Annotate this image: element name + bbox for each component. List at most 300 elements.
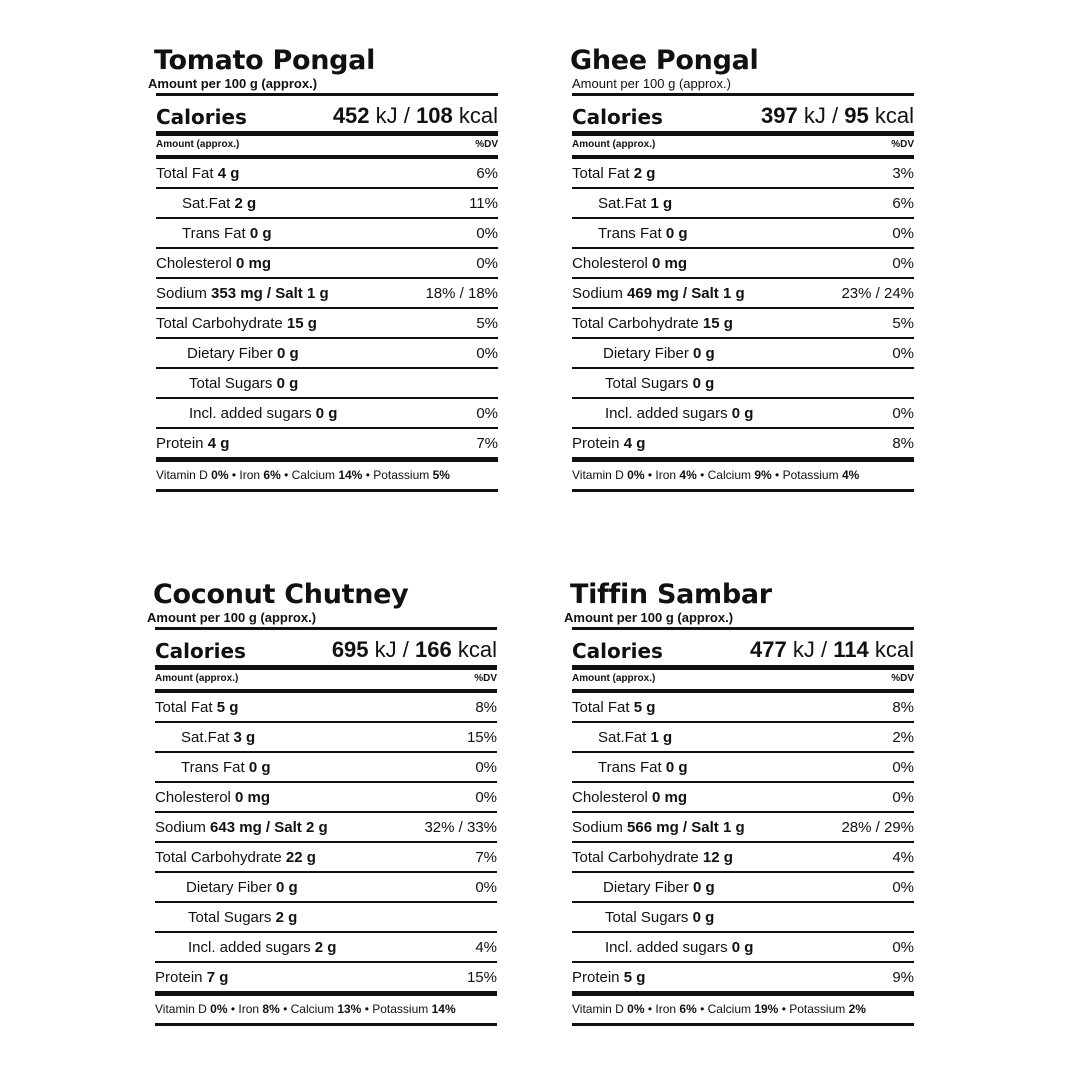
nutrient-amount: 15 g: [286, 314, 317, 332]
nutrient-row-total-carb: [572, 843, 914, 873]
nutrient-label: [572, 969, 645, 986]
nutrient-row-sat-fat: [155, 723, 497, 753]
nutrient-dv: 0%: [892, 878, 914, 896]
nutrient-row-protein: [156, 429, 498, 462]
nutrient-label: [155, 969, 228, 986]
nutrient-name: Protein: [572, 968, 620, 986]
nutrient-label: [155, 819, 328, 836]
nutrient-amount: 0 g: [731, 938, 754, 956]
kcal-unit: kcal: [457, 637, 497, 662]
nutrient-amount: 2 g: [275, 908, 298, 926]
nutrient-label: [155, 789, 270, 806]
nutrient-dv: 0%: [892, 758, 914, 776]
salt-label: Salt: [275, 284, 303, 302]
nutrient-row-cholesterol: [155, 783, 497, 813]
nutrient-name: Total Carbohydrate: [155, 848, 282, 866]
nutrient-label: [572, 789, 687, 806]
nutrient-name: Total Carbohydrate: [572, 314, 699, 332]
salt-amount: 2 g: [305, 818, 328, 836]
nutrient-row-protein: [155, 963, 497, 996]
nutrient-amount: 1 g: [650, 728, 673, 746]
potassium-value: 5%: [432, 468, 450, 482]
nutrient-row-fiber: [572, 873, 914, 903]
nutrition-panel-coconut-chutney: [147, 579, 497, 1026]
nutrient-amount: 0 mg: [652, 788, 688, 806]
nutrient-amount: 4 g: [207, 434, 230, 452]
vitamin-d-label: Vitamin D: [572, 1002, 624, 1016]
nutrient-dv: 8%: [475, 698, 497, 716]
serving-size: Amount per 100 g (approx.): [572, 76, 731, 91]
nutrient-amount: 0 g: [276, 878, 298, 896]
nutrient-name: Dietary Fiber: [603, 878, 689, 896]
potassium-label: Potassium: [789, 1002, 846, 1016]
dv-header: %DV: [475, 139, 498, 150]
nutrient-label: [572, 405, 753, 422]
nutrient-row-total-fat: [572, 159, 914, 189]
nutrient-name: Sat.Fat: [182, 194, 231, 212]
calories-value: [332, 637, 497, 663]
kcal-unit: kcal: [874, 637, 914, 662]
nutrient-dv: 0%: [892, 224, 914, 242]
calories-value: [750, 637, 914, 663]
nutrient-dv: 5%: [476, 314, 498, 332]
nutrient-label: [155, 759, 271, 776]
nutrient-label: [156, 345, 299, 362]
nutrient-name: Incl. added sugars: [188, 938, 311, 956]
potassium-value: 2%: [848, 1002, 866, 1016]
nutrient-name: Dietary Fiber: [187, 344, 273, 362]
amount-header-row: [572, 136, 914, 155]
vitamin-d-value: 0%: [211, 468, 229, 482]
nutrient-name: Incl. added sugars: [189, 404, 312, 422]
nutrient-name: Sat.Fat: [598, 194, 647, 212]
slash: /: [403, 103, 410, 128]
calories-row: [155, 630, 497, 663]
nutrient-dv: 23% / 24%: [841, 284, 914, 302]
nutrient-row-added-sugars: [155, 933, 497, 963]
nutrient-row-total-carb: [572, 309, 914, 339]
kcal-value: 95: [844, 103, 869, 128]
nutrient-label: [572, 225, 688, 242]
calories-label: Calories: [572, 639, 663, 663]
kcal-unit: kcal: [874, 103, 914, 128]
bullet: •: [775, 468, 780, 482]
nutrient-amount: 2 g: [314, 938, 337, 956]
potassium-value: 4%: [841, 468, 860, 482]
calcium-value: 14%: [338, 468, 363, 482]
nutrient-amount: 5 g: [216, 698, 239, 716]
nutrient-label: [155, 879, 298, 896]
calcium-label: Calcium: [707, 1002, 751, 1016]
nutrient-label: [572, 759, 688, 776]
serving-size: Amount per 100 g (approx.): [147, 610, 317, 625]
nutrition-panel-tiffin-sambar: [564, 579, 914, 1026]
nutrient-row-sodium: [572, 279, 914, 309]
potassium-label: Potassium: [372, 1002, 429, 1016]
slash: /: [682, 284, 688, 302]
nutrient-name: Cholesterol: [572, 788, 648, 806]
nutrient-row-total-fat: [155, 693, 497, 723]
calcium-label: Calcium: [707, 468, 751, 482]
nutrient-name: Trans Fat: [598, 758, 662, 776]
panel-title: Tomato Pongal: [154, 45, 376, 76]
bullet: •: [230, 1002, 236, 1016]
nutrient-name: Incl. added sugars: [605, 404, 728, 422]
kcal-value: 108: [416, 103, 453, 128]
nutrient-label: [155, 729, 255, 746]
kj-value: 695: [331, 637, 369, 662]
nutrient-row-sugars: [572, 369, 914, 399]
nutrient-amount: 0 g: [731, 404, 754, 422]
nutrient-row-trans-fat: [572, 219, 914, 249]
nutrient-name: Protein: [155, 968, 203, 986]
nutrient-row-sugars: [156, 369, 498, 399]
nutrient-label: [572, 375, 714, 392]
nutrient-name: Trans Fat: [598, 224, 662, 242]
kj-unit: kJ: [803, 103, 826, 128]
vitamin-d-label: Vitamin D: [156, 468, 208, 482]
nutrient-amount: 0 g: [248, 758, 271, 776]
nutrient-name: Sodium: [572, 818, 623, 836]
nutrient-name: Sodium: [572, 284, 623, 302]
calcium-value: 19%: [754, 1002, 779, 1016]
potassium-label: Potassium: [373, 468, 430, 482]
nutrient-row-trans-fat: [156, 219, 498, 249]
salt-amount: 1 g: [722, 818, 745, 836]
bullet: •: [284, 468, 289, 482]
nutrient-amount: 3 g: [233, 728, 256, 746]
nutrient-row-sat-fat: [572, 723, 914, 753]
nutrient-row-total-fat: [156, 159, 498, 189]
vitamin-d-value: 0%: [627, 468, 645, 482]
nutrient-amount: 1 g: [650, 194, 673, 212]
nutrient-name: Total Sugars: [605, 374, 689, 392]
nutrient-dv: 0%: [892, 404, 914, 422]
nutrient-row-protein: [572, 429, 914, 462]
nutrient-label: [155, 939, 336, 956]
iron-value: 6%: [679, 1002, 697, 1016]
nutrient-label: [572, 699, 655, 716]
nutrient-amount: 5 g: [623, 968, 646, 986]
panel-title: Ghee Pongal: [570, 45, 759, 76]
nutrient-dv: 5%: [892, 314, 914, 332]
iron-label: Iron: [238, 1002, 260, 1016]
nutrient-amount: 0 g: [665, 224, 688, 242]
calcium-value: 13%: [337, 1002, 362, 1016]
iron-value: 8%: [262, 1002, 280, 1016]
iron-value: 4%: [679, 468, 697, 482]
calories-row: [572, 96, 914, 129]
bullet: •: [700, 468, 705, 482]
salt-label: Salt: [691, 818, 719, 836]
nutrient-name: Total Carbohydrate: [572, 848, 699, 866]
nutrient-amount: 0 g: [692, 908, 715, 926]
nutrient-name: Sat.Fat: [181, 728, 230, 746]
bullet: •: [647, 468, 653, 482]
nutrient-name: Total Carbohydrate: [156, 314, 283, 332]
nutrient-amount: 2 g: [633, 164, 656, 182]
nutrient-dv: 0%: [892, 788, 914, 806]
nutrient-name: Total Fat: [155, 698, 213, 716]
nutrient-dv: 3%: [892, 164, 914, 182]
nutrient-dv: 0%: [475, 788, 497, 806]
nutrient-label: [572, 315, 733, 332]
nutrient-row-protein: [572, 963, 914, 996]
nutrient-label: [572, 729, 672, 746]
nutrient-name: Incl. added sugars: [605, 938, 728, 956]
bullet: •: [700, 1002, 705, 1016]
nutrient-row-fiber: [156, 339, 498, 369]
calories-label: Calories: [156, 105, 247, 129]
nutrient-row-total-carb: [156, 309, 498, 339]
calcium-label: Calcium: [290, 1002, 334, 1016]
nutrient-label: [572, 255, 687, 272]
nutrient-row-cholesterol: [156, 249, 498, 279]
nutrient-dv: 4%: [892, 848, 914, 866]
slash: /: [265, 818, 271, 836]
nutrient-amount: 0 g: [665, 758, 688, 776]
nutrient-amount: 0 g: [693, 878, 715, 896]
nutrient-row-cholesterol: [572, 249, 914, 279]
nutrient-name: Dietary Fiber: [186, 878, 272, 896]
kj-unit: kJ: [375, 103, 398, 128]
nutrient-row-sodium: [155, 813, 497, 843]
nutrient-dv: 18% / 18%: [425, 284, 498, 302]
nutrient-label: [572, 195, 672, 212]
nutrient-amount: 15 g: [702, 314, 733, 332]
nutrient-label: [572, 345, 715, 362]
nutrition-panel-tomato-pongal: [148, 45, 498, 492]
nutrient-label: [156, 255, 271, 272]
nutrient-row-sodium: [572, 813, 914, 843]
nutrient-row-total-carb: [155, 843, 497, 873]
salt-label: Salt: [691, 284, 719, 302]
iron-label: Iron: [239, 468, 261, 482]
nutrient-name: Trans Fat: [181, 758, 245, 776]
nutrient-row-sugars: [572, 903, 914, 933]
bullet: •: [647, 1002, 653, 1016]
nutrient-label: [572, 165, 655, 182]
nutrient-dv: 0%: [476, 224, 498, 242]
nutrient-label: [572, 819, 745, 836]
nutrient-label: [156, 225, 272, 242]
nutrient-row-sat-fat: [572, 189, 914, 219]
nutrient-dv: 0%: [892, 938, 914, 956]
nutrient-name: Dietary Fiber: [603, 344, 689, 362]
nutrient-name: Protein: [572, 434, 620, 452]
nutrient-label: [155, 699, 238, 716]
nutrient-amount: 0 mg: [236, 254, 272, 272]
nutrient-row-sat-fat: [156, 189, 498, 219]
nutrient-amount: 0 g: [249, 224, 272, 242]
calcium-value: 9%: [754, 468, 772, 482]
nutrient-amount: 12 g: [702, 848, 733, 866]
nutrient-dv: 2%: [892, 728, 914, 746]
vitamin-d-value: 0%: [210, 1002, 228, 1016]
nutrient-amount: 4 g: [623, 434, 646, 452]
nutrient-dv: 0%: [476, 404, 498, 422]
nutrient-label: [156, 285, 329, 302]
nutrient-dv: 6%: [476, 164, 498, 182]
serving-size: Amount per 100 g (approx.): [564, 610, 734, 625]
calories-label: Calories: [155, 639, 246, 663]
iron-label: Iron: [655, 1002, 677, 1016]
nutrient-label: [572, 939, 753, 956]
nutrient-row-cholesterol: [572, 783, 914, 813]
kj-value: 452: [332, 103, 370, 128]
slash: /: [832, 103, 839, 128]
kj-unit: kJ: [374, 637, 397, 662]
nutrient-amount: 2 g: [234, 194, 257, 212]
nutrient-dv: 7%: [475, 848, 497, 866]
kj-value: 397: [761, 103, 798, 128]
nutrient-amount: 0 mg: [652, 254, 688, 272]
potassium-label: Potassium: [782, 468, 839, 482]
nutrient-dv: 4%: [475, 938, 497, 956]
nutrient-name: Cholesterol: [155, 788, 231, 806]
dv-header: %DV: [891, 673, 914, 684]
panel-title: Coconut Chutney: [153, 579, 409, 610]
salt-amount: 1 g: [306, 284, 329, 302]
calories-label: Calories: [572, 105, 663, 129]
vitamins-row: [572, 996, 914, 1026]
slash: /: [821, 637, 828, 662]
nutrient-row-added-sugars: [156, 399, 498, 429]
iron-label: Iron: [655, 468, 677, 482]
nutrient-amount: 7 g: [206, 968, 229, 986]
nutrient-dv: 11%: [469, 194, 498, 212]
calories-row: [156, 96, 498, 129]
nutrient-name: Cholesterol: [156, 254, 232, 272]
calories-value: [761, 103, 914, 129]
nutrient-row-sugars: [155, 903, 497, 933]
nutrient-dv: 15%: [466, 968, 497, 986]
nutrient-dv: 7%: [476, 434, 498, 452]
nutrient-name: Total Fat: [572, 164, 630, 182]
nutrient-dv: 15%: [466, 728, 497, 746]
nutrient-amount: 5 g: [633, 698, 656, 716]
nutrient-label: [156, 435, 229, 452]
iron-value: 6%: [263, 468, 281, 482]
slash: /: [266, 284, 272, 302]
salt-amount: 1 g: [722, 284, 745, 302]
nutrient-name: Trans Fat: [182, 224, 246, 242]
nutrient-amount: 0 g: [693, 344, 715, 362]
kcal-value: 166: [415, 637, 452, 662]
amount-header: Amount (approx.): [572, 673, 656, 684]
vitamins-row: [155, 996, 497, 1026]
nutrient-dv: 32% / 33%: [424, 818, 497, 836]
nutrient-name: Total Fat: [572, 698, 630, 716]
nutrient-amount: 0 g: [277, 344, 299, 362]
nutrient-name: Total Fat: [156, 164, 214, 182]
nutrient-amount: 469 mg: [627, 284, 679, 302]
nutrient-name: Sodium: [155, 818, 206, 836]
nutrient-label: [155, 909, 297, 926]
nutrient-amount: 566 mg: [627, 818, 679, 836]
kj-unit: kJ: [792, 637, 815, 662]
nutrient-label: [156, 165, 239, 182]
nutrient-name: Total Sugars: [188, 908, 272, 926]
amount-header-row: [155, 670, 497, 689]
nutrient-label: [572, 849, 733, 866]
amount-header: Amount (approx.): [156, 139, 240, 150]
nutrient-row-fiber: [572, 339, 914, 369]
nutrient-label: [572, 435, 645, 452]
amount-header-row: [156, 136, 498, 155]
nutrient-amount: 643 mg: [210, 818, 262, 836]
nutrient-label: [572, 909, 714, 926]
calories-value: [333, 103, 498, 129]
nutrient-row-fiber: [155, 873, 497, 903]
panel-title: Tiffin Sambar: [570, 579, 772, 610]
nutrient-name: Cholesterol: [572, 254, 648, 272]
nutrient-name: Sat.Fat: [598, 728, 647, 746]
vitamins-row: [156, 462, 498, 492]
kj-value: 477: [750, 637, 787, 662]
nutrient-amount: 0 g: [692, 374, 715, 392]
nutrient-row-trans-fat: [155, 753, 497, 783]
nutrient-row-added-sugars: [572, 399, 914, 429]
nutrient-row-sodium: [156, 279, 498, 309]
nutrient-label: [156, 315, 317, 332]
nutrient-label: [156, 195, 256, 212]
dv-header: %DV: [474, 673, 497, 684]
nutrient-name: Total Sugars: [189, 374, 273, 392]
calories-row: [572, 630, 914, 663]
nutrient-dv: 6%: [892, 194, 914, 212]
slash: /: [402, 637, 409, 662]
kcal-value: 114: [833, 637, 869, 662]
nutrition-panel-ghee-pongal: [572, 46, 914, 492]
nutrient-dv: 0%: [475, 878, 497, 896]
nutrient-label: [156, 375, 298, 392]
nutrient-amount: 22 g: [285, 848, 316, 866]
bullet: •: [231, 468, 237, 482]
bullet: •: [364, 1002, 369, 1016]
nutrient-dv: 8%: [892, 434, 914, 452]
nutrient-dv: 0%: [475, 758, 497, 776]
nutrient-name: Total Sugars: [605, 908, 689, 926]
vitamins-row: [572, 462, 914, 492]
vitamin-d-value: 0%: [627, 1002, 645, 1016]
nutrient-dv: 8%: [892, 698, 914, 716]
amount-header: Amount (approx.): [155, 673, 239, 684]
nutrient-label: [572, 879, 715, 896]
nutrient-amount: 0 g: [315, 404, 338, 422]
nutrient-label: [572, 285, 745, 302]
serving-size: Amount per 100 g (approx.): [148, 76, 318, 91]
nutrient-label: [156, 405, 337, 422]
nutrient-amount: 0 g: [276, 374, 299, 392]
slash: /: [682, 818, 688, 836]
dv-header: %DV: [891, 139, 914, 150]
nutrient-dv: 0%: [476, 254, 498, 272]
nutrient-amount: 353 mg: [211, 284, 263, 302]
amount-header-row: [572, 670, 914, 689]
vitamin-d-label: Vitamin D: [572, 468, 624, 482]
nutrient-name: Protein: [156, 434, 204, 452]
calcium-label: Calcium: [291, 468, 335, 482]
nutrient-amount: 0 mg: [235, 788, 271, 806]
nutrient-dv: 0%: [892, 254, 914, 272]
bullet: •: [283, 1002, 288, 1016]
nutrient-name: Sodium: [156, 284, 207, 302]
nutrient-dv: 0%: [476, 344, 498, 362]
nutrient-row-trans-fat: [572, 753, 914, 783]
salt-label: Salt: [274, 818, 302, 836]
nutrient-row-added-sugars: [572, 933, 914, 963]
